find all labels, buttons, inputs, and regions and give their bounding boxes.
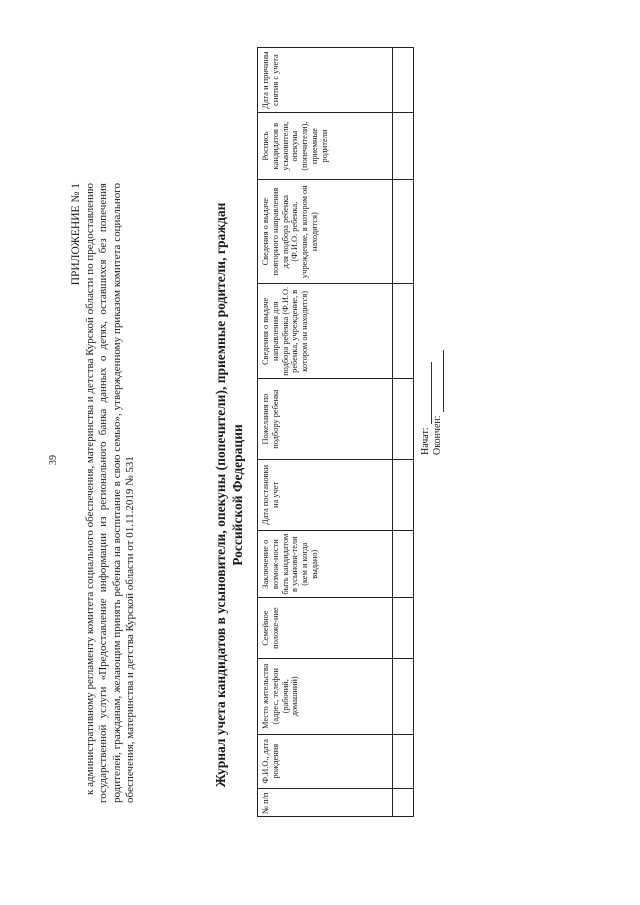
table-cell <box>393 48 414 113</box>
appendix-text: к административному регламенту комитета социального обеспечения, материнства и детства Курской области по предоставлению государственной услуги «Предоставление информации из регионального банка данных о детях, оставшихся без попечения родителей, гражданам, желающим принять ребенка на воспитание в свою семью», утвержденному приказом комитета социального обеспечения, материнства и детства Курской области от 01.11.2019 № 531 <box>83 183 137 803</box>
end-blank <box>434 350 444 412</box>
table-cell <box>393 658 414 734</box>
table-cell <box>393 734 414 788</box>
journal-table <box>257 47 414 817</box>
header-conclusion: Заключение о возмож-ности быть кандидатом в усынови-тели (кем и когда выдано) <box>258 531 393 598</box>
table-cell <box>393 113 414 180</box>
table-cell <box>393 180 414 284</box>
table-cell <box>393 284 414 379</box>
table-cell <box>393 379 414 459</box>
header-number: № п/п <box>258 788 393 816</box>
table-header-row <box>258 48 393 817</box>
table-cell <box>393 459 414 530</box>
header-residence: Место жительства (адрес, телефон (рабочий, домашний) <box>258 658 393 734</box>
start-blank <box>422 362 432 424</box>
end-line <box>432 350 444 455</box>
end-label: Окончен: <box>432 415 443 455</box>
header-registration-date: Дата постановки на учет <box>258 459 393 530</box>
header-repeat-referral: Сведения о выдаче повторного направления для подбора ребенка (Ф.И.О. ребенка, учреждение, в котором он находится) <box>258 180 393 284</box>
appendix-title: ПРИЛОЖЕНИЕ № 1 <box>70 183 82 286</box>
table-cell <box>393 598 414 659</box>
header-fio: Ф.И.О., дата рождения <box>258 734 393 788</box>
header-family-status: Семейное положе-ние <box>258 598 393 659</box>
appendix-block <box>70 183 138 803</box>
journal-title: Журнал учета кандидатов в усыновители, опекуны (попечители), приемные родители, граждан Российской Федерации <box>213 202 245 788</box>
header-wishes: Пожелания по подбору ребенка <box>258 379 393 459</box>
start-line <box>420 350 432 455</box>
table-row <box>393 48 414 817</box>
header-referral: Сведения о выдаче направления для подбора ребенка (Ф.И.О. ребенка, учреждение, в котором он находится) <box>258 284 393 379</box>
table-cell <box>393 531 414 598</box>
header-signature: Роспись кандидатов в усыновители, опекуны (попечители), приемные родители <box>258 113 393 180</box>
table-cell <box>393 788 414 816</box>
journal-footer <box>420 350 444 455</box>
header-removal: Дата и причины снятия с учета <box>258 48 393 113</box>
page-number: 39 <box>48 455 59 465</box>
start-label: Начат: <box>420 427 431 455</box>
